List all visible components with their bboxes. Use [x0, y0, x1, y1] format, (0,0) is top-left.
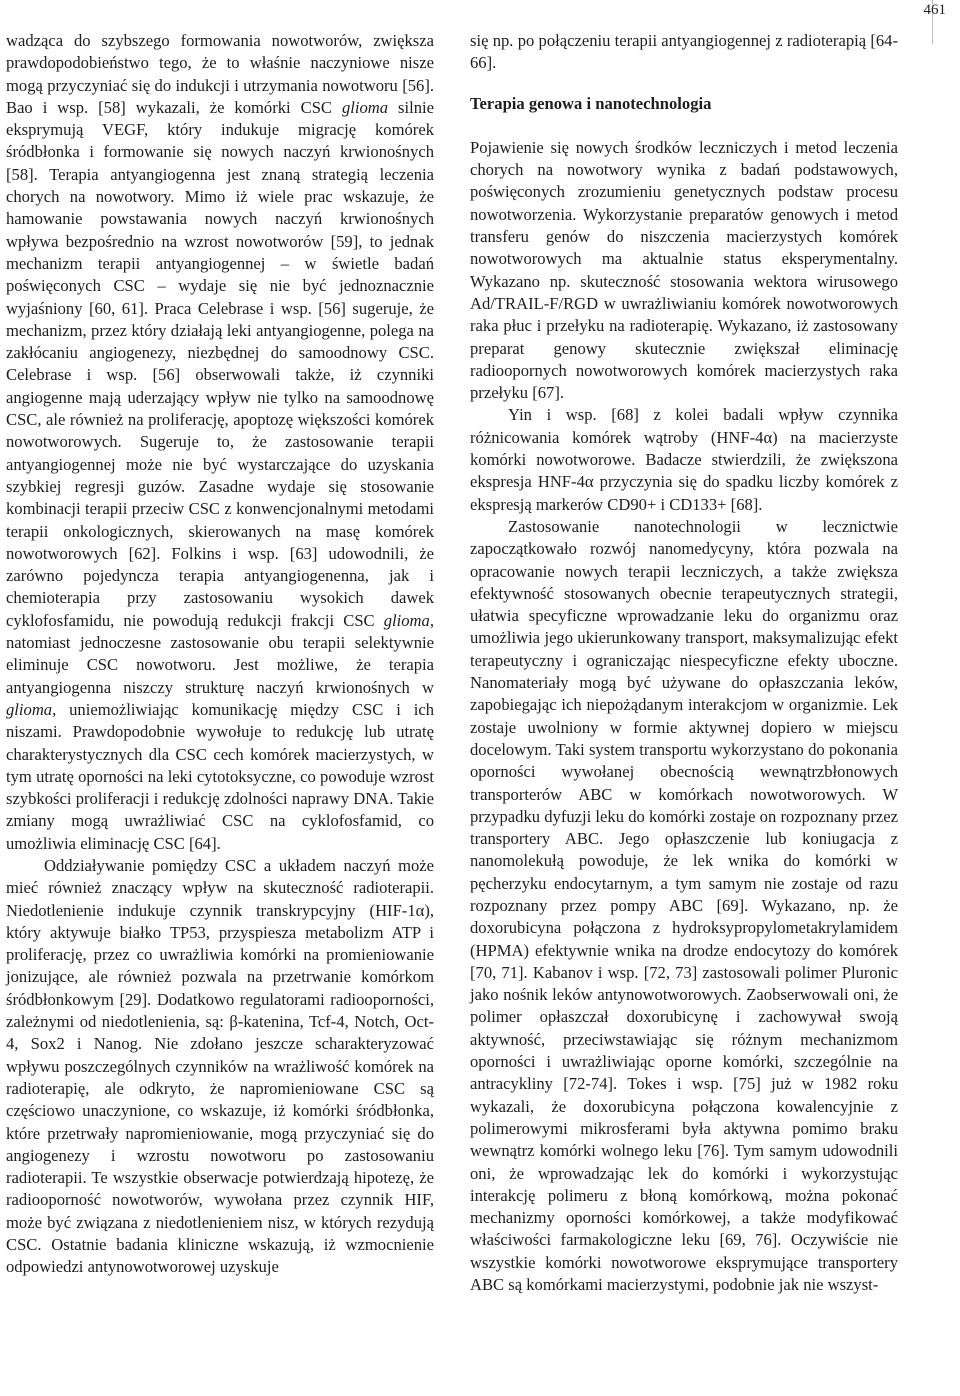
right-paragraph-0: się np. po połączeniu terapii antyangiogennej z radioterapią [64-66].	[470, 31, 898, 73]
page-number: 461	[923, 2, 946, 18]
section-heading: Terapia genowa i nanotechnologia	[470, 93, 712, 113]
left-paragraph-2: Oddziaływanie pomiędzy CSC a układem naczyń może mieć również znaczący wpływ na skuteczność radioterapii. Niedotlenienie indukuje czynnik transkrypcyjny (HIF-1α), który aktywuje białko TP53, przyspiesza metabolizm ATP i proliferację, przez co uwrażliwia komórki na promieniowanie jonizujące, ale również pozwala na przetrwanie komórkom śródbłonkowym [29]. Dodatkowo regulatorami radiooporności, zależnymi od niedotlenienia, są: β-katenina, Tcf-4, Notch, Oct-4, Sox2 i Nanog. Nie zdołano jeszcze scharakteryzować wpływu poszczególnych czynników na wrażliwość komórek na radioterapię, ale odkryto, że napromieniowane CSC są częściowo unaczynione, co wskazuje, iż komórki śródbłonka, które przetrwały napromieniowanie, mogą przyczyniać się do angiogenezy i wzrostu nowotworu po zastosowaniu radioterapii. Te wszystkie obserwacje potwierdzają hipotezę, że radiooporność nowotworów, wywołana przez czynnik HIF, może być związana z niedotlenieniem nisz, w których rezydują CSC. Ostatnie badania kliniczne wskazują, iż wzmocnienie odpowiedzi antynowotworowej uzyskuje	[6, 855, 434, 1277]
left-column	[6, 30, 434, 1279]
right-paragraph-3: Zastosowanie nanotechnologii w lecznictwie zapoczątkowało rozwój nanomedycyny, która pozwala na opracowanie nowych terapii leczniczych, a także zwiększa efektywność stosowanych obecnie terapeutycznych strategii, ułatwia specyficzne wprowadzanie leku do organizmu oraz umożliwia jego ukierunkowany transport, maksymalizując efekt terapeutyczny i ograniczając niespecyficzne efekty uboczne. Nanomateriały mogą być używane do opłaszczania leków, zapobiegając ich niepożądanym interakcjom w organizmie. Lek zostaje uwolniony w formie aktywnej dopiero w miejscu docelowym. Taki system transportu wykorzystano do pokonania oporności wywołanej obecnością wewnątrzbłonowych transporterów ABC w komórkach nowotworowych. W przypadku dyfuzji leku do komórki zostaje on rozpoznany przez transportery ABC. Jego opłaszczenie lub koniugacja z nanomolekułą powoduje, że lek wnika do komórki w pęcherzyku endocytarnym, a tym samym nie zostaje od razu rozpoznany przez pompy ABC [69]. Wykazano, np. że doxorubicyna połączona z hydroksypropylometakrylamidem (HPMA) efektywnie wnika na drodze endocytozy do komórek [70, 71]. Kabanov i wsp. [72, 73] zastosowali polimer Pluronic jako nośnik leków antynowotworowych. Zaobserwowali oni, że polimer opłaszczał doxorubicynę i zachowywał swoją aktywność, przeciwstawiając się różnym mechanizmom oporności i uwrażliwiając oporne komórki, szczególnie na antracykliny [72-74]. Tokes i wsp. [75] już w 1982 roku wykazali, że doxorubicyna połączona kowalencyjnie z polimerowymi mikrosferami była aktywna pomimo braku wewnątrz komórki wolnego leku [76]. Tym samym udowodnili oni, że wprowadzając lek do komórki i wykorzystując interakcję polimeru z błoną komórkową, można pokonać mechanizmy oporności komórkowej, a także modyfikować właściwości farmakologiczne leku [69, 76]. Oczywiście nie wszystkie komórki nowotworowe eksprymujące transportery ABC są komórkami macierzystymi, podobnie jak nie wszyst-	[470, 516, 898, 1295]
left-paragraph-1: wadząca do szybszego formowania nowotworów, zwiększa prawdopodobieństwo tego, że to właśnie naczyniowe nisze mogą przyczyniać się do indukcji i utrzymania nowotworu [56]. Bao i wsp. [58] wykazali, że komórki CSC glioma silnie eksprymują VEGF, który indukuje migrację komórek śródbłonka i formowanie się nowych naczyń krwionośnych [58]. Terapia antyangiogenna jest znaną strategią leczenia chorych na nowotwory. Mimo iż wiele prac wskazuje, że hamowanie powstawania nowych naczyń krwionośnych wpływa bezpośrednio na wzrost nowotworów [59], to jednak mechanizm terapii antyangiogennej – w świetle badań poświęconych CSC – wydaje się nie być jednoznacznie wyjaśniony [60, 61]. Praca Celebrase i wsp. [56] sugeruje, że mechanizm, przez który działają leki antyangiogenne, polega na zakłócaniu angiogenezy, niezbędnej do samoodnowy CSC. Celebrase i wsp. [56] obserwowali także, iż czynniki angiogenne mają uderzający wpływ nie tylko na samoodnowę CSC, ale również na proliferację, apoptozę większości komórek nowotworowych. Sugeruje to, że zastosowanie terapii antyangiogennej może nie być wystarczające do uzyskania szybkiej regresji guzów. Zasadne wydaje się stosowanie kombinacji terapii przeciw CSC z konwencjonalnymi metodami terapii onkologicznych, skierowanych na masę komórek nowotworowych [62]. Folkins i wsp. [63] udowodnili, że zarówno pojedyncza terapia antyangiogenenna, jak i chemioterapia przy zastosowaniu wysokich dawek cyklofosfamidu, nie powodują redukcji frakcji CSC glioma, natomiast jednoczesne zastosowanie obu terapii selektywnie eliminuje CSC nowotworu. Jest możliwe, że terapia antyangiogenna niszczy strukturę naczyń krwionośnych w glioma, uniemożliwiając komunikację między CSC i ich niszami. Prawdopodobnie wywołuje to redukcję lub utratę charakterystycznych dla CSC cech komórek macierzystych, w tym utratę oporności na leki cytotoksyczne, co powoduje wzrost szybkości proliferacji i redukcję zdolności naprawy DNA. Takie zmiany mogą uwrażliwiać CSC na cyklofosfamid, co umożliwia eliminację CSC [64].	[6, 31, 434, 853]
right-paragraph-2: Yin i wsp. [68] z kolei badali wpływ czynnika różnicowania komórek wątroby (HNF-4α) na macierzyste komórki nowotworowe. Badacze stwierdzili, że zwiększona ekspresja HNF-4α przyczynia się do spadku liczby komórek z ekspresją markerów CD90+ i CD133+ [68].	[470, 405, 898, 514]
right-column	[470, 30, 898, 1296]
right-paragraph-1: Pojawienie się nowych środków leczniczych i metod leczenia chorych na nowotwory wynika z badań podstawowych, poświęconych zrozumieniu genetycznych podstaw procesu nowotworzenia. Wykorzystanie preparatów genowych i metod transferu genów do niszczenia macierzystych komórek nowotworowych ma aktualnie status eksperymentalny. Wykazano np. skuteczność stosowania wektora wirusowego Ad/TRAIL-F/RGD w uwrażliwianiu komórek nowotworowych raka płuc i przełyku na radioterapię. Wykazano, iż zastosowany preparat genowy skutecznie zwiększał eliminację radioopornych nowotworowych komórek macierzystych raka przełyku [67].	[470, 137, 898, 403]
